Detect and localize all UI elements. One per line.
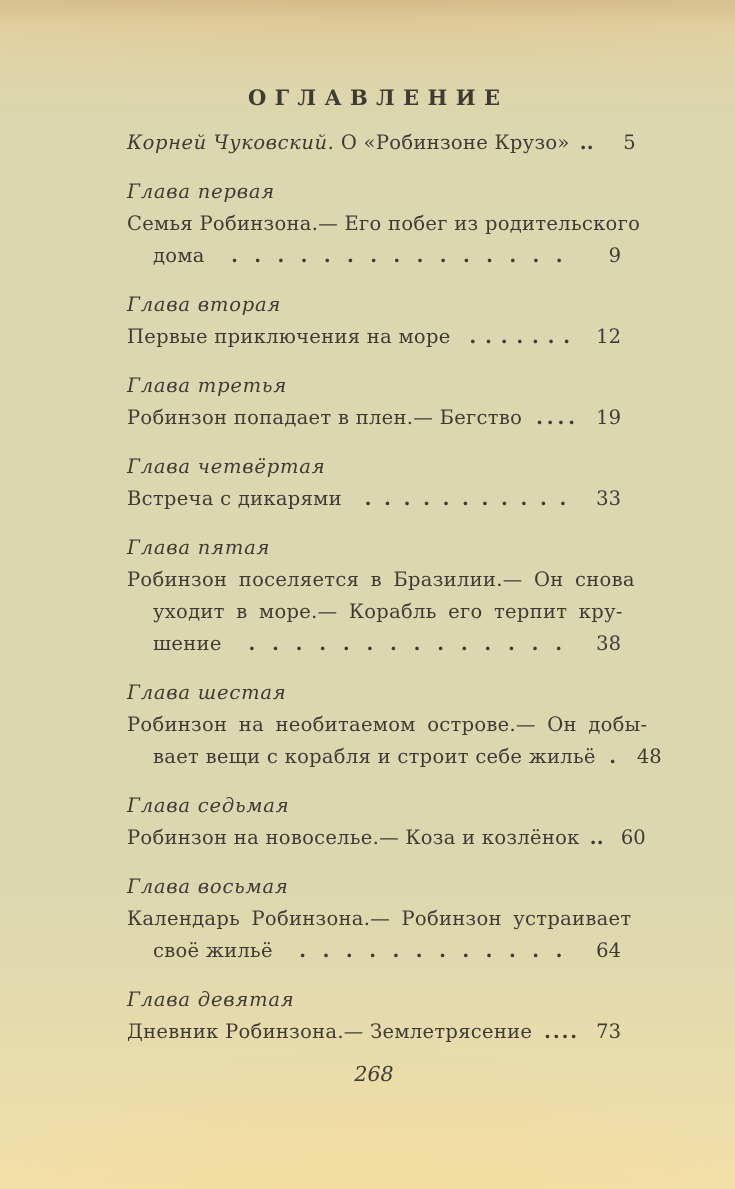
- leader-dot: .: [231, 244, 238, 267]
- chapter-heading: Глава третья: [127, 374, 288, 397]
- dot-leader: [222, 628, 585, 660]
- leader-dot: .: [609, 745, 617, 768]
- leader-dot: .: [589, 826, 597, 849]
- line-text: Календарь Робинзона.— Робинзон устраивает: [127, 907, 632, 930]
- leader-dot: .: [462, 244, 470, 267]
- leader-dot: .: [557, 406, 565, 429]
- intro-author: Корней Чуковский.: [127, 131, 335, 154]
- leader-dot: .: [596, 826, 604, 849]
- leader-dot: .: [546, 406, 554, 429]
- line-text: вает вещи с корабля и строит себе жильё: [153, 745, 596, 768]
- leader-dot: .: [345, 939, 353, 962]
- chapter-heading: Глава вторая: [127, 293, 282, 316]
- leader-dot: .: [508, 939, 516, 962]
- leader-dot: .: [390, 632, 397, 655]
- toc-entry: [127, 870, 632, 967]
- dot-leader: [522, 402, 585, 434]
- line-text: Робинзон на новоселье.— Коза и козлёнок: [127, 826, 580, 849]
- leader-dot: .: [552, 1020, 560, 1043]
- page-number: 19: [596, 406, 621, 429]
- leader-dot: .: [277, 244, 285, 267]
- leader-dot: .: [509, 244, 517, 267]
- leader-dot: .: [486, 244, 493, 267]
- page-number: 38: [596, 632, 621, 655]
- leader-dot: .: [370, 244, 378, 267]
- leader-dot: .: [539, 487, 547, 510]
- leader-dot: .: [423, 487, 430, 510]
- leader-dot: .: [384, 487, 391, 510]
- leader-dot: .: [555, 939, 563, 962]
- folio-page-number: 268: [354, 1062, 394, 1086]
- page-number: 12: [596, 325, 621, 348]
- leader-dot: .: [547, 325, 555, 348]
- leader-dot: .: [319, 632, 327, 655]
- dot-leader: [580, 822, 610, 854]
- dot-leader: [570, 127, 600, 159]
- leader-dot: .: [366, 632, 374, 655]
- line-text: дома: [153, 244, 205, 267]
- leader-dot: .: [501, 487, 508, 510]
- leader-dot: .: [531, 632, 539, 655]
- leader-dot: .: [392, 939, 400, 962]
- toc-line: [127, 564, 635, 596]
- toc-line: [127, 483, 621, 515]
- leader-dot: .: [520, 487, 528, 510]
- toc-entry: [127, 288, 621, 353]
- leader-dot: .: [439, 939, 446, 962]
- toc-line: [127, 402, 621, 434]
- chapter-heading: Глава девятая: [127, 988, 295, 1011]
- chapter-heading: Глава пятая: [127, 536, 271, 559]
- toc-line: [127, 903, 632, 935]
- leader-dot: .: [536, 406, 543, 429]
- toc-entry: [127, 676, 662, 773]
- leader-dot: .: [516, 325, 524, 348]
- page-number: 60: [620, 826, 646, 849]
- leader-dot: .: [568, 406, 576, 429]
- page-number: 64: [596, 939, 621, 962]
- chapter-heading: Глава шестая: [127, 681, 287, 704]
- leader-dot: .: [469, 325, 477, 348]
- page-number: 33: [596, 487, 621, 510]
- leader-dot: .: [322, 939, 330, 962]
- leader-dot: .: [439, 244, 447, 267]
- leader-dot: .: [555, 244, 563, 267]
- leader-dot: .: [460, 632, 468, 655]
- leader-dot: .: [369, 939, 376, 962]
- leader-dot: .: [579, 131, 587, 154]
- chapter-heading: Глава седьмая: [127, 794, 290, 817]
- leader-dot: .: [254, 244, 262, 267]
- toc-line: [127, 935, 621, 967]
- leader-dot: .: [500, 325, 508, 348]
- leader-dot: .: [563, 325, 571, 348]
- toc-line: [127, 240, 621, 272]
- page-number: 9: [608, 244, 621, 267]
- line-text: шение: [153, 632, 222, 655]
- toc-entry: [127, 789, 646, 854]
- leader-dot: .: [403, 487, 411, 510]
- toc-line: [127, 709, 648, 741]
- toc-line: [127, 822, 646, 854]
- leader-dot: .: [462, 939, 470, 962]
- leader-dot: .: [300, 244, 308, 267]
- leader-dot: .: [295, 632, 303, 655]
- chapter-heading: Глава восьмая: [127, 875, 289, 898]
- leader-dot: .: [555, 632, 562, 655]
- leader-dot: .: [481, 487, 489, 510]
- leader-dot: .: [586, 131, 594, 154]
- leader-dot: .: [485, 325, 492, 348]
- leader-dot: .: [248, 632, 256, 655]
- toc-entry: [127, 369, 621, 434]
- leader-dot: .: [570, 1020, 578, 1043]
- leader-dot: .: [484, 632, 492, 655]
- line-text: [127, 127, 570, 159]
- line-text: Первые приключения на море: [127, 325, 451, 348]
- leader-dot: .: [531, 325, 539, 348]
- line-text: уходит в море.— Корабль его терпит кру-: [153, 600, 623, 623]
- page-title: ОГЛАВЛЕНИЕ: [247, 85, 509, 110]
- line-text: Семья Робинзона.— Его побег из родительского: [127, 212, 641, 235]
- chapter-heading: Глава первая: [127, 180, 275, 203]
- intro-title: О «Робинзоне Крузо»: [334, 131, 570, 154]
- line-text: Робинзон на необитаемом острове.— Он добы-: [127, 713, 648, 736]
- leader-dot: .: [532, 244, 540, 267]
- toc-entry: [127, 983, 621, 1048]
- dot-leader: [205, 240, 585, 272]
- toc-entry: [127, 127, 636, 159]
- toc-entry: [127, 175, 641, 272]
- toc-list: [127, 127, 662, 1048]
- leader-dot: .: [544, 1020, 551, 1043]
- leader-dot: .: [342, 632, 350, 655]
- toc-content: [127, 84, 662, 1090]
- line-text: Робинзон попадает в плен.— Бегство: [127, 406, 523, 429]
- leader-dot: .: [272, 632, 279, 655]
- toc-line: [127, 741, 662, 773]
- toc-line: [127, 596, 621, 628]
- leader-dot: .: [437, 632, 445, 655]
- line-text: Дневник Робинзона.— Землетрясение: [127, 1020, 533, 1043]
- leader-dot: .: [413, 632, 421, 655]
- leader-dot: .: [532, 939, 540, 962]
- line-text: своё жильё: [153, 939, 273, 962]
- leader-dot: .: [442, 487, 450, 510]
- dot-leader: [532, 1016, 585, 1048]
- toc-line: [127, 1016, 621, 1048]
- leader-dot: .: [347, 244, 354, 267]
- toc-entry: [127, 450, 621, 515]
- page-number: 48: [636, 745, 662, 768]
- leader-dot: .: [416, 244, 424, 267]
- leader-dot: .: [415, 939, 423, 962]
- dot-leader: [451, 321, 585, 353]
- dot-leader: [596, 741, 626, 773]
- toc-line: [127, 208, 641, 240]
- leader-dot: .: [508, 632, 515, 655]
- dot-leader: [273, 935, 585, 967]
- page-number: 73: [596, 1020, 621, 1043]
- line-text: Встреча с дикарями: [127, 487, 342, 510]
- leader-dot: .: [323, 244, 331, 267]
- leader-dot: .: [364, 487, 372, 510]
- toc-line: [127, 127, 636, 159]
- toc-line: [127, 628, 621, 660]
- leader-dot: .: [299, 939, 307, 962]
- chapter-heading: Глава четвёртая: [127, 455, 326, 478]
- leader-dot: .: [393, 244, 401, 267]
- toc-line: [127, 321, 621, 353]
- leader-dot: .: [561, 1020, 569, 1043]
- leader-dot: .: [559, 487, 567, 510]
- leader-dot: .: [462, 487, 469, 510]
- toc-entry: [127, 531, 635, 660]
- leader-dot: .: [485, 939, 493, 962]
- dot-leader: [342, 483, 585, 515]
- page-number: 5: [623, 131, 636, 154]
- line-text: Робинзон поселяется в Бразилии.— Он снова: [127, 568, 635, 591]
